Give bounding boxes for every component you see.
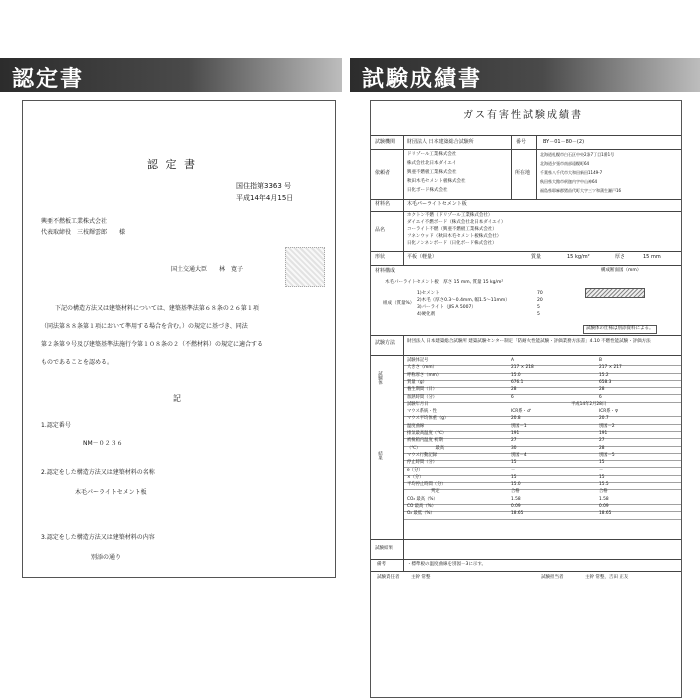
row-divider [403,438,682,439]
item1-value: NM－０２３６ [83,440,123,447]
item3-value: 別添の通り [91,554,122,561]
item2-value: 木毛パーライトセメント板 [75,489,147,496]
row-divider [403,424,682,425]
certificate-header [0,58,342,92]
ki-heading: 記 [173,394,181,403]
component-2-value: 20 [537,298,543,303]
product-5: 日化ノンネンボード（日化ボード株式会社） [407,241,497,246]
body-line-2: （同法第８８条第１項において準用する場合を含む。）の規定に基づき、同法 [41,323,248,330]
material-label: 材料名 [375,201,391,207]
component-3-value: 5 [537,305,540,310]
table-cell: 15.2 [599,372,609,378]
row-divider [403,504,682,505]
client-name-1: ドリゾール工業株式会社 [407,152,457,157]
item2-label: 2.認定をした構造方法又は建築材料の名称 [41,469,155,476]
material-value: 木毛パーライトセメント板 [407,201,467,207]
table-cell: ×（分） [407,474,424,480]
table-cell: ICR系・♂ [511,409,531,415]
results-label: 試験結果 [375,546,393,551]
item1-label: 1.認定番号 [41,422,71,429]
certificate-header-label: 認定書 [12,67,85,92]
table-cell: 温度曲線 [407,423,425,429]
component-3: 3)パーライト（JIS A 5007） [417,305,476,310]
component-1-value: 70 [537,291,543,296]
table-cell: 1.58 [599,496,609,502]
table-cell: 1.58 [511,496,521,502]
address-2: 北海道夕張市南部遠幌町64 [540,161,590,166]
test-report-header [350,58,700,92]
table-cell: 別図－5 [599,452,615,458]
row-divider [403,511,682,512]
table-cell: 試験体記号 [407,358,429,363]
client-name-3: 興亜不燃板工業株式会社 [407,170,457,175]
table-cell: 15 [599,460,605,466]
address-3: 千葉県八千代市大和田新田1149-7 [540,170,603,175]
row-divider [403,402,682,403]
structure-line: 木毛パーライトセメント板 厚さ 15 mm, 質量 15 kg/m² [385,280,504,285]
component-4: 4)硬化剤 [417,312,436,317]
component-1: 1)セメント [417,291,440,296]
shape-value: 平板（軽量） [407,254,438,260]
table-cell: 平均停止時間（分） [407,482,446,488]
company-name: 興亜不燃板工業株式会社 [41,218,108,225]
table-cell: O₂ 最低（%） [407,511,435,517]
issuer: 国土交通大臣 林 寛子 [171,266,244,273]
table-cell: 217 × 218 [511,365,534,371]
client-name-5: 日化ボード株式会社 [407,188,448,193]
component-2: 2)木毛（厚さ0.3～0.4mm, 幅1.5～11mm） [417,298,510,303]
table-cell: 28 [599,387,605,393]
component-4-value: 5 [537,312,540,317]
table-cell: － [511,467,516,473]
table-cell: マウス系統・性 [407,409,437,415]
certificate-date: 平成14年4月15日 [236,194,294,202]
row-divider [403,460,682,461]
table-cell: 676.1 [511,379,524,385]
table-cell: 20.8 [511,416,521,422]
table-cell: 20.7 [599,416,609,422]
client-label: 依頼者 [375,170,391,176]
address-4: 秋田県大館市釈迦内字中山神64 [540,179,598,184]
structure-note: 構成断面図（mm） [601,268,642,273]
responsible-value: 主幹 常整 [411,575,431,580]
product-label: 品名 [375,227,386,233]
client-name-4: 秋田木毛セメント板株式会社 [407,179,466,184]
official-seal-stamp [285,247,325,287]
table-cell: 加熱時間（分） [407,394,438,400]
thickness-value: 15 mm [643,254,661,260]
address-5: 福島県耶麻郡猪苗代町大字三ツ和蒲生瀬戸16 [540,188,622,193]
table-cell: 27 [511,438,517,444]
table-cell: 18.65 [599,511,612,517]
table-cell: マウス平均体重（g） [407,416,449,422]
certificate-title: 認 定 書 [147,158,197,171]
table-cell: 15 [511,460,517,466]
table-cell: 大きさ（mm） [407,365,437,371]
table-cell: 養生期間（日） [407,387,438,393]
staff-value: 主幹 常整，吉田 正友 [585,575,629,580]
table-cell: A [511,358,514,363]
product-3: コーライト不燃（興亜不燃板工業株式会社） [407,227,497,232]
table-cell: 658.3 [599,379,612,385]
structure-label: 材料構成 [375,268,396,274]
table-cell: 0.09 [599,504,609,509]
table-cell: 15.5 [599,482,609,488]
table-cell: マウス行動記録 [407,452,437,458]
judge-value: 合格 [599,489,608,495]
table-cell: 別図－2 [599,423,615,429]
staff-label: 試験担当者 [541,575,564,580]
table-cell: CO₂ 最高（%） [407,496,438,502]
table-cell: （℃） 最高 [407,445,445,451]
row-divider [403,467,682,468]
row-divider [403,373,682,374]
row-divider [403,475,682,476]
report-title: ガス有害性試験成績書 [463,110,583,121]
table-cell: 15.0 [511,372,521,378]
row-divider [403,365,682,366]
table-cell: 呼称厚さ（mm） [407,372,442,378]
spec-side-label: 試験体 [377,371,383,385]
table-cell: 別図－4 [511,452,527,458]
mass-value: 15 kg/m² [567,254,590,260]
table-cell: － [599,467,604,473]
table-cell: 28 [599,445,605,451]
body-line-3: 第２条第９号及び建築基準法施行令第１０８条の２（不燃材料）の規定に適合する [41,341,264,348]
product-4: フネンウッド（秋田木毛セメント板株式会社） [407,234,502,239]
method-value: 財団法人 日本建築総合試験所 建築試験センター制定「防耐火性能試験・評価業務方法書」4.10 不燃性能試験・評価方法 [407,339,651,344]
table-cell: 排気最高温度（℃） [407,431,447,436]
product-2: ダイエイ不燃ボード（株式会社北日本ダイエイ） [407,220,506,225]
table-cell: e（分） [407,467,423,473]
representative: 代表取締役 三枝輝雲郎 様 [41,229,126,236]
table-cell: 28 [511,387,517,393]
address-label: 所在地 [515,170,531,176]
test-date-value: 平成14年2月28日 [571,401,607,407]
test-report-header-label: 試験成績書 [362,67,483,92]
test-report-document [370,100,682,698]
client-name-2: 株式会社北日本ダイエイ [407,161,457,166]
product-1: ホクトン不燃（ドリゾール工業株式会社） [407,213,493,218]
table-cell: 被検箱内温度 初期 [407,438,443,444]
number-value: BY－01－80－(2) [543,139,585,145]
table-cell: ICR系・♀ [599,409,618,415]
shape-label: 形状 [375,254,386,260]
row-divider [403,453,682,454]
table-cell: 191 [599,431,608,436]
table-cell: 18.65 [511,511,524,517]
row-divider [403,380,682,381]
number-label: 番号 [516,139,527,145]
row-divider [403,446,682,447]
row-divider [403,519,682,520]
table-cell: CO 最高（%） [407,504,437,509]
table-cell: 0.09 [511,504,521,509]
remarks-value: ・標準板の温度曲線を別図－3に示す。 [407,562,487,567]
judge-label: 判定 [431,489,440,495]
thickness-label: 厚さ [615,254,626,260]
lab-value: 財団法人 日本建築総合試験所 [407,139,474,145]
table-cell: 6 [599,394,602,400]
composition-label: 組成（質量%） [383,301,415,306]
result-side-label: 結果 [377,451,383,460]
certificate-document [22,100,336,578]
row-divider [403,394,682,395]
table-cell: 質量（g） [407,379,427,385]
lab-label: 試験機関 [375,139,396,145]
item3-label: 3.認定をした構造方法又は建築材料の内容 [41,534,155,541]
table-cell: 27 [599,438,605,444]
method-label: 試験方法 [375,340,396,346]
table-cell: 15.0 [511,482,521,488]
judge-value: 合格 [511,489,520,495]
address-1: 北海道札幌市白石区中央2条7丁目1番1号 [540,152,615,157]
spec-note: 試験体の仕様は別添資料による。 [583,325,657,334]
table-cell: 別図－1 [511,423,527,429]
remarks-label: 備考 [377,562,386,567]
row-divider [403,489,682,490]
table-cell: 217 × 217 [599,365,622,371]
responsible-label: 試験責任者 [377,575,400,580]
body-line-1: 下記の構造方法又は建築材料については、建築基準法第６８条の２６第１項 [55,305,259,312]
cross-section-swatch [585,288,645,298]
table-cell: 6 [511,394,514,400]
test-date-label: 試験年月日 [407,401,429,407]
body-line-4: ものであることを認める。 [41,359,114,366]
row-divider [403,387,682,388]
certificate-number: 国住指第3363 号 [236,182,292,190]
table-cell: 191 [511,431,520,436]
table-cell: 15 [511,474,517,480]
table-cell: 停止時間（分） [407,460,438,466]
table-cell: 30 [511,445,517,451]
table-cell: B [599,358,602,363]
table-cell: 15 [599,474,605,480]
mass-label: 質量 [531,254,542,260]
